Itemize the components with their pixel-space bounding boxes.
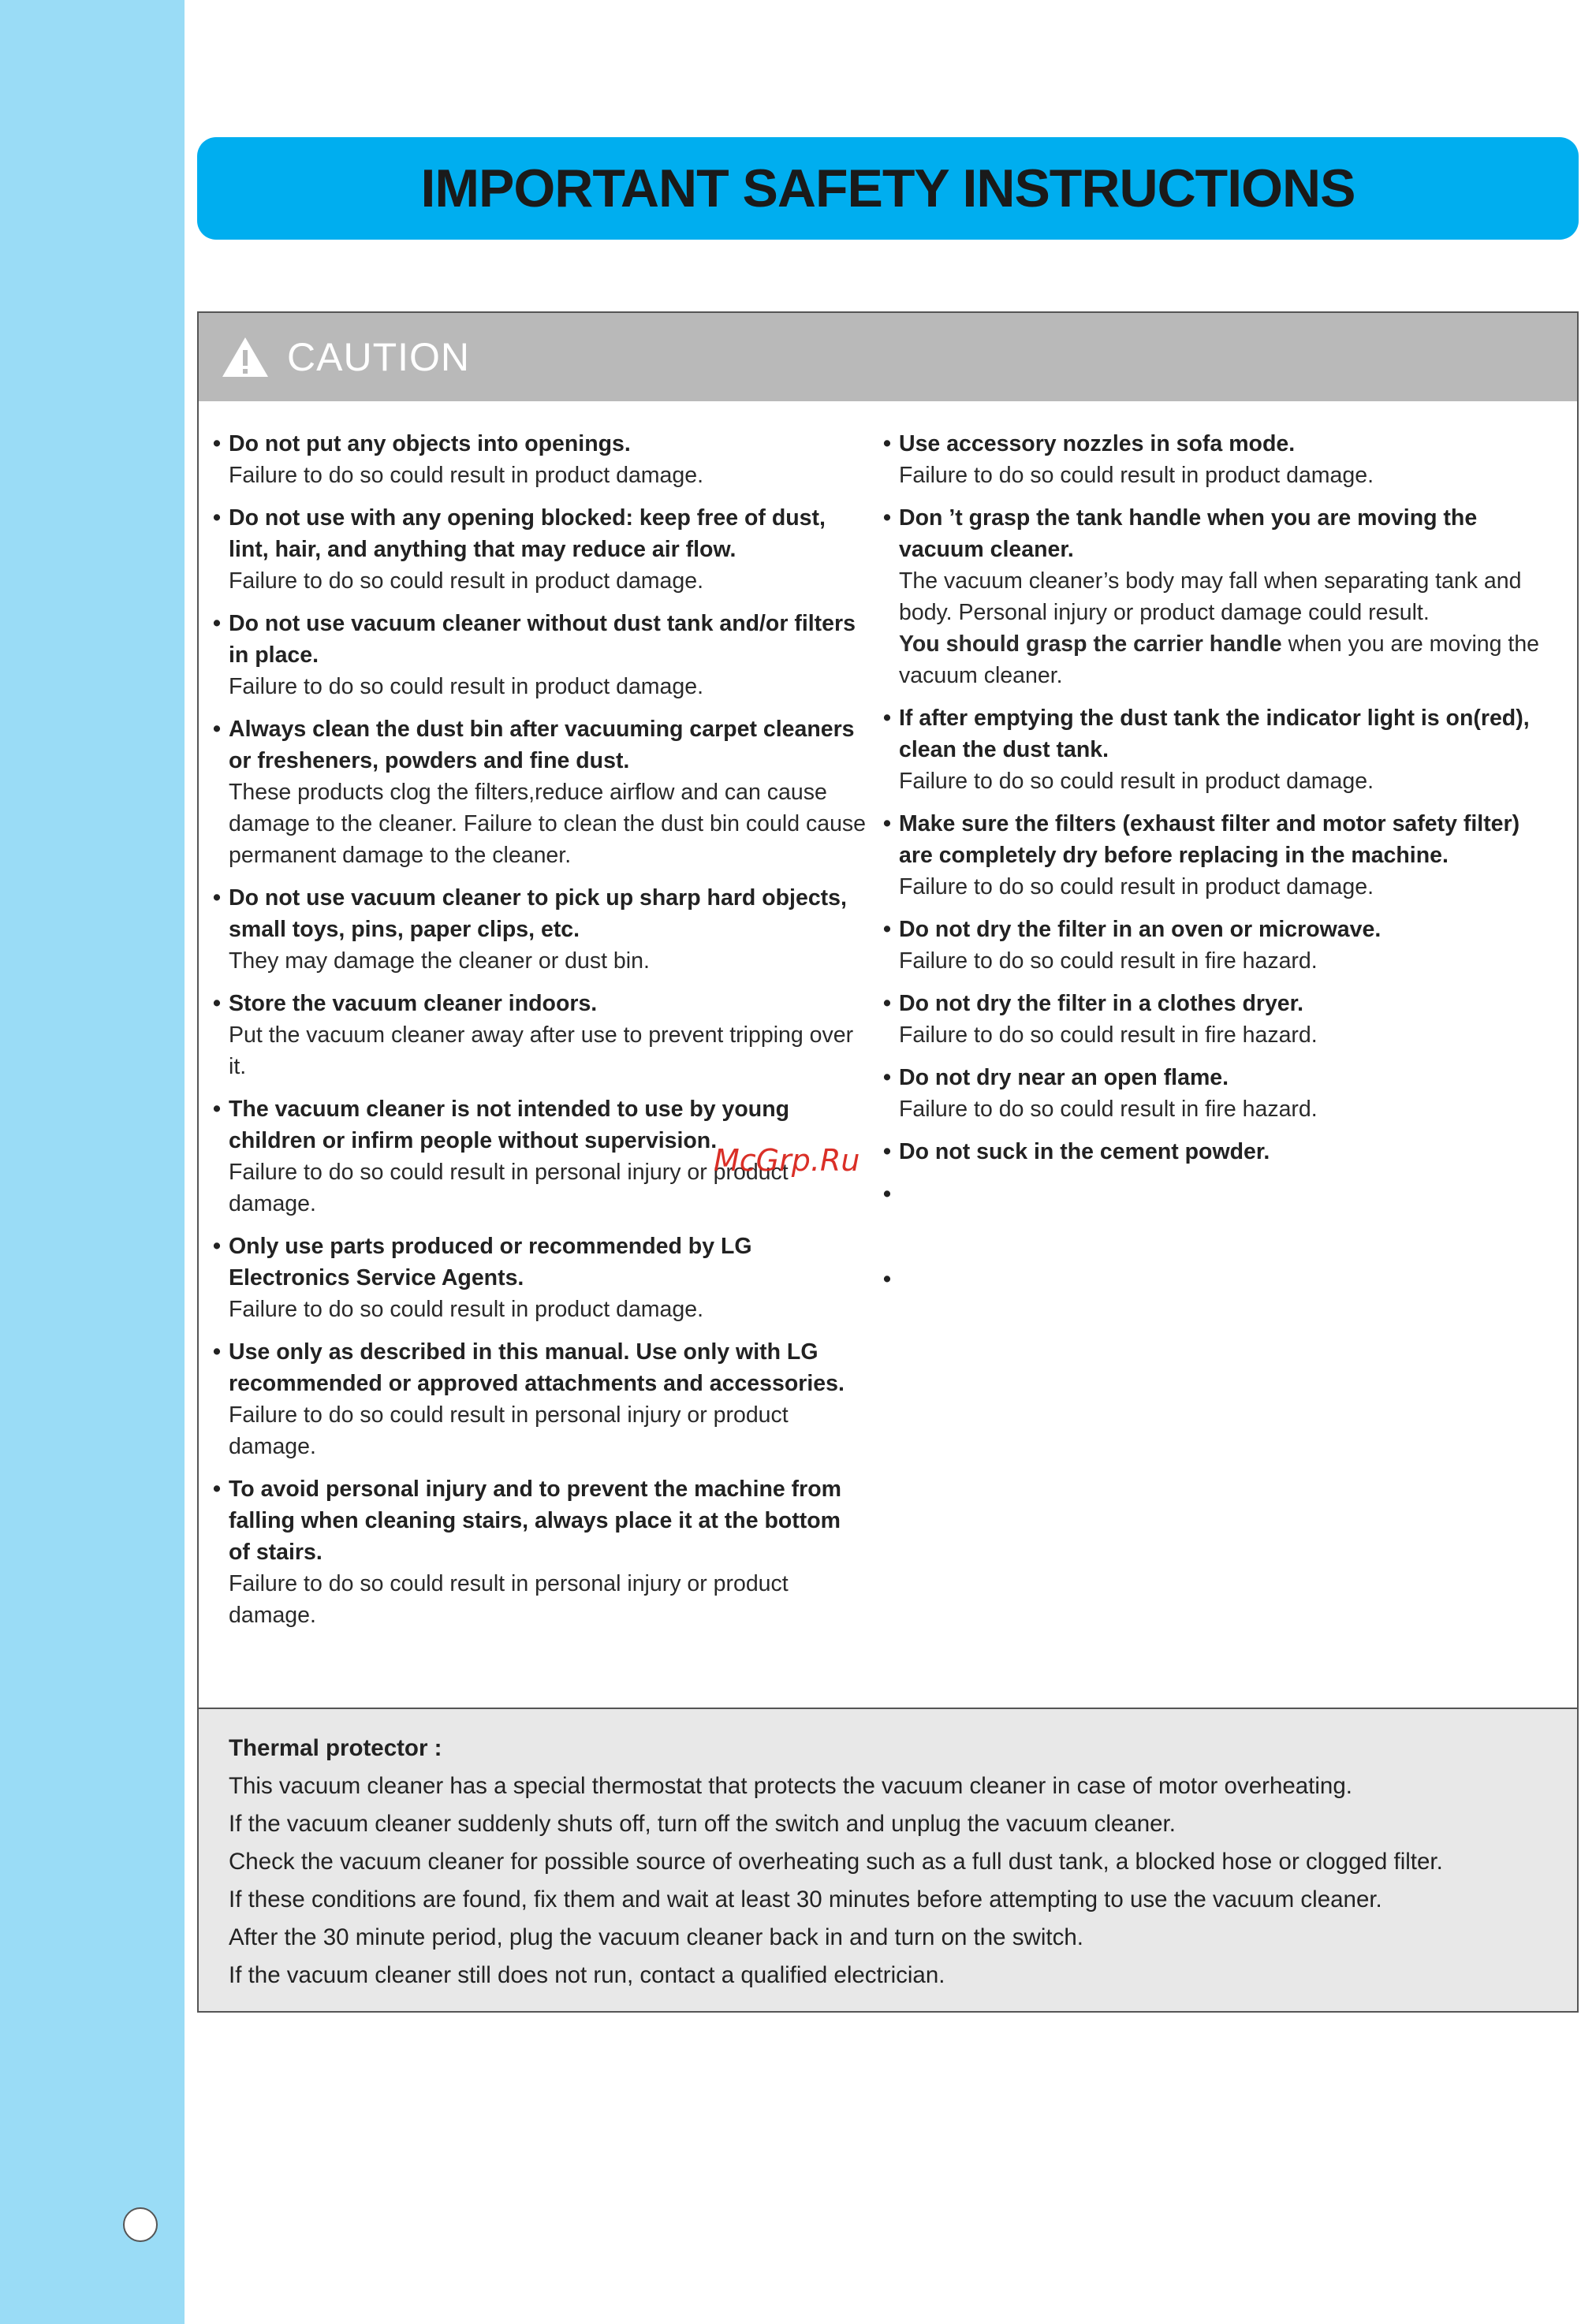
item-heading: Do not dry the filter in an oven or microwave. — [899, 917, 1382, 942]
item-description: Failure to do so could result in product damage. — [899, 769, 1374, 794]
thermal-protector-box — [197, 1708, 1579, 2013]
item-heading: Always clean the dust bin after vacuuming carpet cleaners or fresheners, powders and fine dust. — [229, 717, 855, 773]
caution-label: CAUTION — [287, 335, 470, 379]
thermal-title: Thermal protector : — [229, 1735, 442, 1761]
bullet-icon: • — [213, 717, 221, 742]
item-heading: Do not dry the filter in a clothes dryer. — [899, 991, 1304, 1016]
item-description: Failure to do so could result in product damage. — [899, 874, 1374, 899]
thermal-line: If these conditions are found, fix them and wait at least 30 minutes before attempting to use the vacuum cleaner. — [229, 1886, 1382, 1912]
safety-item — [213, 428, 867, 491]
safety-item — [213, 1473, 867, 1631]
item-description: Failure to do so could result in fire hazard. — [899, 948, 1318, 974]
safety-item — [883, 1062, 1553, 1125]
bullet-icon: • — [883, 991, 891, 1016]
item-description: They may damage the cleaner or dust bin. — [229, 948, 650, 974]
item-heading: The vacuum cleaner is not intended to use by young children or infirm people without supervision. — [229, 1097, 790, 1153]
safety-item — [883, 1136, 1553, 1168]
item-heading: Use accessory nozzles in sofa mode. — [899, 431, 1296, 456]
safety-item — [213, 988, 867, 1082]
item-description: Failure to do so could result in fire hazard. — [899, 1022, 1318, 1048]
warning-triangle-icon — [221, 336, 270, 378]
bullet-icon: • — [213, 1339, 221, 1365]
item-description: Failure to do so could result in product damage. — [229, 674, 704, 699]
safety-item — [213, 1231, 867, 1325]
item-description: Failure to do so could result in fire hazard. — [899, 1097, 1318, 1122]
item-heading: If after emptying the dust tank the indicator light is on(red), clean the dust tank. — [899, 706, 1530, 762]
item-heading: Don ’t grasp the tank handle when you are moving the vacuum cleaner. — [899, 505, 1478, 562]
safety-item — [213, 608, 867, 702]
item-heading: Make sure the filters (exhaust filter and motor safety filter) are completely dry before replacing in the machine. — [899, 811, 1520, 868]
item-description: Failure to do so could result in product damage. — [229, 1297, 704, 1322]
safety-item — [883, 808, 1553, 903]
bullet-icon: • — [883, 1139, 891, 1164]
bullet-icon: • — [883, 1182, 891, 1207]
item-heading: Do not use with any opening blocked: keep free of dust, lint, hair, and anything that may reduce air flow. — [229, 505, 826, 562]
item-heading: Do not put any objects into openings. — [229, 431, 631, 456]
safety-item — [213, 1336, 867, 1462]
safety-item — [883, 914, 1553, 977]
safety-item — [883, 988, 1553, 1051]
item-heading: Store the vacuum cleaner indoors. — [229, 991, 598, 1016]
caution-header — [199, 313, 1577, 401]
thermal-line: If the vacuum cleaner still does not run, contact a qualified electrician. — [229, 1962, 945, 1988]
bullet-icon: • — [213, 431, 221, 456]
bullet-icon: • — [213, 1477, 221, 1502]
bullet-icon: • — [213, 885, 221, 911]
bullet-icon: • — [883, 811, 891, 836]
item-description: Put the vacuum cleaner away after use to prevent tripping over it. — [229, 1022, 854, 1079]
thermal-line: After the 30 minute period, plug the vacuum cleaner back in and turn on the switch. — [229, 1924, 1083, 1950]
item-heading: Only use parts produced or recommended by LG Electronics Service Agents. — [229, 1234, 752, 1290]
item-description: The vacuum cleaner’s body may fall when separating tank and body. Personal injury or product damage could result. — [899, 568, 1522, 625]
bullet-icon: • — [883, 1065, 891, 1090]
bullet-icon: • — [213, 1097, 221, 1122]
item-description-extra — [899, 628, 1553, 691]
item-description: Failure to do so could result in product damage. — [229, 568, 704, 594]
empty-bullet-item — [883, 1264, 1553, 1295]
thermal-line: Check the vacuum cleaner for possible source of overheating such as a full dust tank, a blocked hose or clogged filter. — [229, 1849, 1443, 1875]
title-bar — [197, 137, 1579, 240]
bullet-icon: • — [883, 917, 891, 942]
item-heading: Do not suck in the cement powder. — [899, 1139, 1270, 1164]
left-column — [213, 428, 867, 1642]
item-heading: To avoid personal injury and to prevent the machine from falling when cleaning stairs, always place it at the bottom of stairs. — [229, 1477, 842, 1565]
page-title: IMPORTANT SAFETY INSTRUCTIONS — [420, 158, 1355, 218]
item-description: Failure to do so could result in personal injury or product damage. — [229, 1160, 789, 1216]
bullet-icon: • — [883, 505, 891, 531]
item-description: Failure to do so could result in product damage. — [229, 463, 704, 488]
item-heading: Use only as described in this manual. Use only with LG recommended or approved attachments and accessories. — [229, 1339, 845, 1396]
bullet-icon: • — [883, 1267, 891, 1292]
page-number-circle — [123, 2207, 158, 2242]
right-column — [883, 428, 1553, 1349]
item-heading: Do not use vacuum cleaner to pick up sharp hard objects, small toys, pins, paper clips, etc. — [229, 885, 847, 942]
item-description: Failure to do so could result in personal injury or product damage. — [229, 1402, 789, 1459]
thermal-line: This vacuum cleaner has a special thermostat that protects the vacuum cleaner in case of motor overheating. — [229, 1773, 1352, 1799]
safety-item — [213, 502, 867, 597]
safety-item — [883, 702, 1553, 797]
bullet-icon: • — [213, 611, 221, 636]
watermark: McGrp.Ru — [714, 1143, 860, 1178]
safety-item — [213, 882, 867, 977]
item-heading: Do not dry near an open flame. — [899, 1065, 1229, 1090]
item-description-tail: when you are moving the vacuum cleaner. — [899, 631, 1540, 688]
item-heading: Do not use vacuum cleaner without dust tank and/or filters in place. — [229, 611, 856, 668]
side-strip — [0, 0, 185, 2324]
bullet-icon: • — [213, 1234, 221, 1259]
item-description: Failure to do so could result in product damage. — [899, 463, 1374, 488]
safety-item — [883, 428, 1553, 491]
item-description: These products clog the filters,reduce airflow and can cause damage to the cleaner. Failure to clean the dust bin could cause permanent damage to the cleaner. — [229, 780, 867, 868]
empty-bullet-item — [883, 1179, 1553, 1210]
bullet-icon: • — [883, 706, 891, 731]
item-emphasis: You should grasp the carrier handle — [899, 631, 1282, 657]
item-description: Failure to do so could result in personal injury or product damage. — [229, 1571, 789, 1628]
caution-box — [197, 311, 1579, 1709]
bullet-icon: • — [883, 431, 891, 456]
safety-item — [213, 713, 867, 871]
thermal-line: If the vacuum cleaner suddenly shuts off, turn off the switch and unplug the vacuum cleaner. — [229, 1811, 1176, 1837]
bullet-icon: • — [213, 505, 221, 531]
bullet-icon: • — [213, 991, 221, 1016]
safety-item — [883, 502, 1553, 691]
